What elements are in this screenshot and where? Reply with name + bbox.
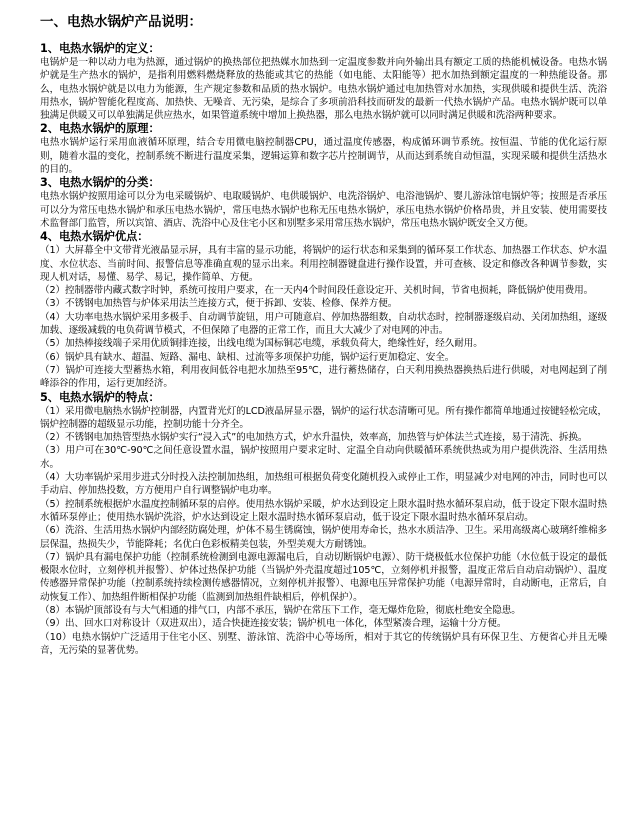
section-paragraph: （2）不锈钢电加热管型热水锅炉实行“浸入式”的电加热方式，炉水升温快，效率高，加热管与炉体法兰式连接，易于清洗、拆换。 <box>40 432 588 444</box>
section-paragraph: （1）大屏幕全中文带背光液晶显示屏，具有丰富的显示功能，将锅炉的运行状态和采集到的循环泵工作状态、加热器工作状态、炉水温度、水位状态、当前时间、报警信息等准确直观的显示出来。利用控制器键盘进行操作设置，并可查核、设定和修改各种调节参数，实现人机对话，易懂、易学、易记，操作简单、方便。 <box>40 245 607 283</box>
section-paragraph: 电热水锅炉运行采用血液循环原理，结合专用微电脑控制器CPU，通过温度传感器，构成循环调节系统。按恒温、节能的优化运行原则，随着水温的变化，控制系统不断进行温度采集，逻辑运算和数字芯片控制调节，从而达到系统自动恒温，实现采暖和提供生活热水的目的。 <box>40 137 607 176</box>
section-paragraph: （2）控制器带内藏式数字时钟，系统可按用户要求，在一天内4个时间段任意设定开、关机时间，节省电损耗，降低锅炉使用费用。 <box>40 285 594 297</box>
section-heading: 5、电热水锅炉的特点： <box>40 390 160 404</box>
section-paragraph: （5）控制系统根据炉水温度控制循环泵的启停。使用热水锅炉采暖，炉水达到设定上限水温时热水循环泵启动，低于设定下限水温时热水循环泵停止；使用热水锅炉洗浴，炉水达到设定上限水温时热水循环泵启动，低于设定下限水温时热水循环泵启动。 <box>40 498 607 523</box>
section-paragraph: 电热水锅炉按照用途可以分为电采暖锅炉、电取暖锅炉、电供暖锅炉、电洗浴锅炉、电浴池锅炉、婴儿游泳馆电锅炉等；按照是否承压可以分为常压电热水锅炉和承压电热水锅炉，常压电热水锅炉也称无压电热水锅炉，承压电热水锅炉价格昂贵，并且安装、使用需要技术监督部门监管，所以宾馆、酒店、洗浴中心及住宅小区和别墅多采用常压热水锅炉，常压电热水锅炉既安全又方便。 <box>40 191 607 229</box>
section-1 <box>40 42 607 122</box>
section-paragraph: （4）大功率锅炉采用步进式分时投入法控制加热组，加热组可根据负荷变化随机投入或停止工作，明显减少对电网的冲击，同时也可以手动启、停加热投数，方方便用户自行调整锅炉电功率。 <box>40 472 607 497</box>
section-paragraph: （6）锅炉具有缺水、超温、短路、漏电、缺相、过流等多项保护功能，锅炉运行更加稳定、安全。 <box>40 351 455 363</box>
section-paragraph: 电锅炉是一种以动力电为热源，通过锅炉的换热部位把热媒水加热到一定温度参数并向外输出具有额定工质的热能机械设备。电热水锅炉就是生产热水的锅炉，是指利用燃料燃烧释放的热能或其它的热能（如电能、太阳能等）把水加热到额定温度的一种热能设备。那么，电热水锅炉就是以电力为能源，生产规定参数和品质的热水锅炉。电热水锅炉通过电加热管对水加热，实现供暖和提供生活、洗浴用热水，锅炉智能化程度高、加热快、无噪音、无污染，是综合了多项前沿科技而研发的最新一代热水锅炉产品。电热水锅炉既可以单独满足供暖又可以单独满足供应热水，如果管道系统中增加上换热器，那么电热水锅炉就可以同时满足供暖和洗浴两种要求。 <box>40 57 607 122</box>
section-paragraph: （6）洗浴、生活用热水锅炉内部经防腐处理，炉体不易生锈腐蚀，锅炉使用寿命长，热水水质洁净、卫生。采用高级离心玻璃纤维棉多层保温，热损失少，节能降耗；名优白色彩板精美包装，外型美观大方耐锈蚀。 <box>40 525 607 550</box>
section-heading: 4、电热水锅炉优点： <box>40 230 149 244</box>
section-heading: 1、电热水锅炉的定义： <box>40 42 160 55</box>
section-heading: 2、电热水锅炉的原理： <box>40 122 160 136</box>
section-paragraph: （9）出、回水口对称设计（双进双出），适合快捷连接安装；锅炉机电一体化，体型紧凑合理，运输十分方便。 <box>40 618 507 630</box>
document-sections <box>40 42 607 657</box>
section-paragraph: （7）锅炉具有漏电保护功能（控制系统检测到电源电源漏电后，自动切断锅炉电源）、防干烧极低水位保护功能（水位低于设定的最低极限水位时，立刻停机并报警）、炉体过热保护功能（当锅炉外壳温度超过105℃，立刻停机并报警，温度正常后自动启动锅炉）、温度传感器异常保护功能（控制系统持续检测传感器情况，立刻停机并报警）、电源电压异常保护功能（电源异常时，自动断电，正常后，自动恢复工作）、加热组件断相保护功能（监测到加热组件缺相后，停机保护）。 <box>40 551 607 603</box>
section-paragraph: （1）采用微电脑热水锅炉控制器，内置背光灯的LCD液晶屏显示器，锅炉的运行状态清晰可见。所有操作都简单地通过按键轻松完成，锅炉控制器的超级显示功能，控制功能十分齐全。 <box>40 405 607 430</box>
section-paragraph: （10）电热水锅炉广泛适用于住宅小区、别墅、游泳馆、洗浴中心等场所，相对于其它的传统锅炉具有环保卫生、方便省心并且无噪音，无污染的显著优势。 <box>40 631 607 656</box>
section-paragraph: （4）大功率电热水锅炉采用多极手、自动调节旋钮，用户可随意启、停加热器组数，自动状态时，控制器逐级启动、关闭加热组，逐级加载、逐级减载的电负荷调节模式，不但保障了电器的正常工作，而且大大减少了对电网的冲击。 <box>40 311 607 337</box>
section-heading: 3、电热水锅炉的分类： <box>40 176 160 190</box>
section-3 <box>40 176 607 230</box>
section-5 <box>40 391 607 658</box>
section-4 <box>40 230 607 390</box>
section-paragraph: （3）不锈钢电加热管与炉体采用法兰连接方式，便于拆卸、安装、检修、保养方便。 <box>40 298 398 310</box>
document-title: 一、电热水锅炉产品说明： <box>40 14 202 30</box>
section-paragraph: （8）本锅炉顶部设有与大气相通的排气口，内部不承压，锅炉在常压下工作，毫无爆炸危险，彻底杜绝安全隐患。 <box>40 604 521 616</box>
section-paragraph: （3）用户可在30℃-90℃之间任意设置水温，锅炉按照用户要求定时、定温全自动向供暖循环系统供热或为用户提供洗浴、生活用热水。 <box>40 445 607 470</box>
section-paragraph: （5）加热棒接线端子采用优质铜排连接，出线电缆为国标铜芯电缆，承载负荷大，绝缘性好，经久耐用。 <box>40 338 483 350</box>
section-paragraph: （7）锅炉可连接大型蓄热水箱，利用夜间低谷电把水加热至95℃，进行蓄热储存，白天利用换热器换热后进行供暖，对电网起到了削峰添谷的作用，运行更加经济。 <box>40 364 607 390</box>
section-2 <box>40 122 607 176</box>
